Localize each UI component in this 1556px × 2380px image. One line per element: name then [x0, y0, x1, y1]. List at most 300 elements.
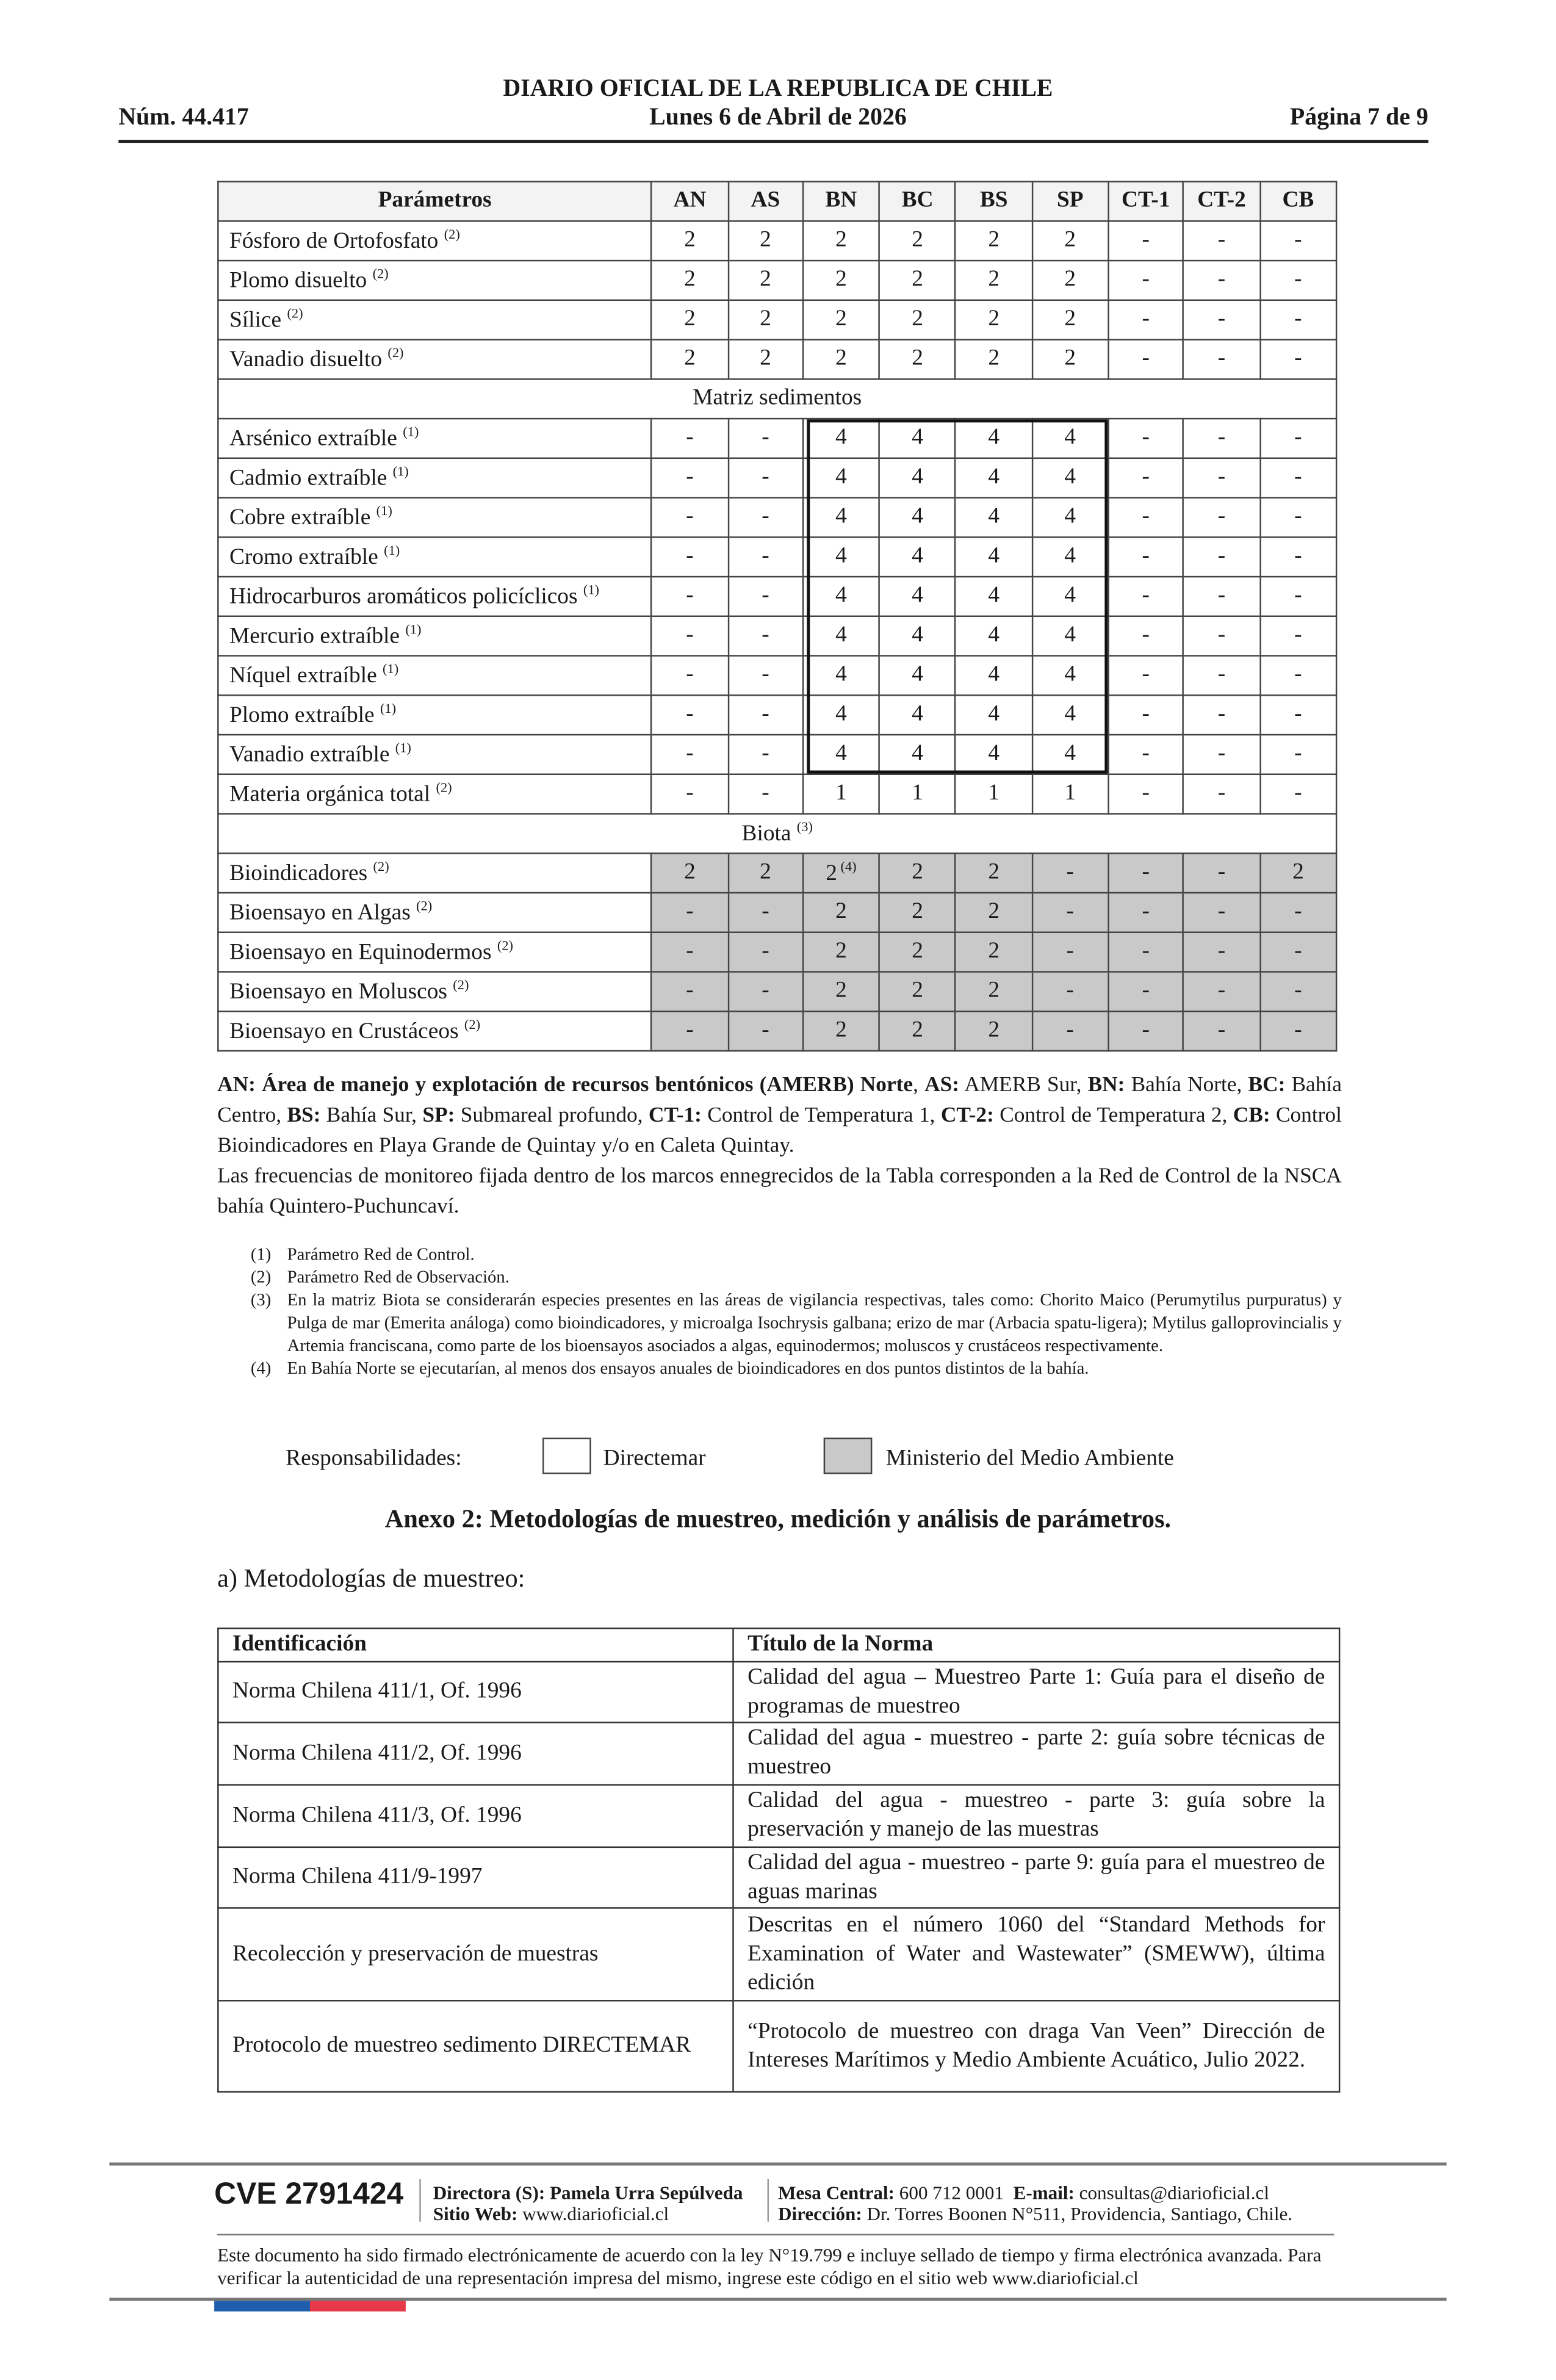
table-row: [218, 1011, 1336, 1051]
frequency-cell: -: [652, 972, 728, 1011]
web-link[interactable]: www.diarioficial.cl: [522, 2203, 669, 2225]
footnote-ref: (2): [436, 779, 452, 795]
frequency-cell: 2: [956, 853, 1032, 893]
responsibilities-label: Responsabilidades:: [286, 1446, 462, 1471]
frequency-cell: 2: [956, 221, 1032, 261]
parameter-name: Bioindicadores: [229, 861, 368, 886]
parameter-name: Bioensayo en Moluscos: [229, 980, 447, 1005]
frequency-cell: -: [652, 932, 728, 972]
legend-text: Bahía Centro,: [217, 1073, 1342, 1128]
frequency-cell: 2: [803, 893, 879, 932]
frequency-cell: 4: [879, 656, 956, 696]
norm-title-cell: Calidad del agua – Muestreo Parte 1: Guía para el diseño de programas de muestreo: [733, 1662, 1340, 1723]
frequency-cell: -: [1183, 735, 1259, 774]
footnote-text: Parámetro Red de Control.: [287, 1246, 475, 1264]
parameter-name: Níquel extraíble: [229, 664, 377, 689]
frequency-cell: 4: [956, 458, 1032, 498]
frequency-cell: -: [1108, 774, 1183, 814]
footnote-ref: (4): [837, 858, 857, 874]
frequency-cell: -: [1183, 221, 1259, 261]
frequency-cell: 2: [1032, 221, 1108, 261]
ministry-swatch: [824, 1438, 873, 1474]
legend-text: Bahía Norte,: [1125, 1073, 1248, 1097]
frequency-cell: -: [1183, 577, 1259, 616]
control-network-frame: [807, 419, 1108, 773]
frequency-cell: 2: [956, 932, 1032, 972]
frequency-cell: 2: [652, 300, 728, 340]
issue-number: Núm. 44.417: [118, 104, 249, 131]
frequency-cell: -: [1183, 695, 1259, 735]
phone: 600 712 0001: [899, 2182, 1004, 2204]
frequency-cell: -: [1260, 932, 1336, 972]
frequency-cell: 1: [879, 774, 956, 814]
frequency-cell: -: [728, 1011, 803, 1051]
frequency-cell: -: [652, 774, 728, 814]
frequency-cell: -: [728, 735, 803, 774]
frequency-cell: 2: [803, 972, 879, 1011]
table-row: [218, 221, 1336, 261]
parameter-cell: [218, 853, 652, 893]
frequency-cell: 2: [728, 340, 803, 380]
frequency-cell: 4: [956, 577, 1032, 616]
frequency-cell: -: [1108, 893, 1183, 932]
frequency-cell: 4: [1032, 577, 1108, 616]
frequency-cell: 2: [1032, 340, 1108, 380]
frequency-cell: -: [1108, 300, 1183, 340]
frequency-cell: -: [1183, 774, 1259, 814]
frequency-cell: -: [1108, 577, 1183, 616]
frequency-cell: -: [1260, 577, 1336, 616]
annex-title: Anexo 2: Metodologías de muestreo, medición y análisis de parámetros.: [384, 1504, 1172, 1534]
frequency-cell: 1: [956, 774, 1032, 814]
frequency-cell: -: [652, 419, 728, 458]
section-header: [218, 379, 1336, 419]
footnote-ref: (2): [287, 305, 303, 321]
frequency-cell: 2: [879, 340, 956, 380]
frequency-cell: -: [1108, 498, 1183, 538]
frequency-cell: -: [728, 893, 803, 932]
legend-key: CB:: [1233, 1103, 1270, 1128]
parameter-name: Bioensayo en Equinodermos: [229, 940, 492, 965]
column-header: BS: [956, 182, 1032, 222]
footnote-number: (3): [250, 1291, 272, 1310]
frequency-cell: 2: [956, 1011, 1032, 1051]
sampling-methods-table: [217, 1628, 1340, 2093]
frequency-cell: -: [1260, 695, 1336, 735]
frequency-cell: -: [1260, 774, 1336, 814]
column-header: BN: [803, 182, 879, 222]
column-header: CT-1: [1108, 182, 1183, 222]
frequency-cell: -: [1108, 616, 1183, 656]
table-row: [218, 1723, 1339, 1785]
frequency-cell: -: [1183, 261, 1259, 300]
footer-director-block: [433, 2182, 743, 2225]
frequency-cell: -: [1108, 340, 1183, 380]
frequency-cell: 4: [1032, 498, 1108, 538]
frequency-cell: -: [1183, 1011, 1259, 1051]
frequency-cell: -: [1260, 498, 1336, 538]
directemar-swatch: [542, 1438, 591, 1474]
norm-title-cell: Calidad del agua - muestreo - parte 3: guía sobre la preservación y manejo de las muestras: [733, 1785, 1340, 1847]
parameter-cell: [218, 221, 652, 261]
legend-key: CT-2:: [940, 1103, 994, 1128]
table-row: [218, 1662, 1339, 1723]
frequency-cell: -: [1260, 893, 1336, 932]
header-divider: [118, 140, 1428, 143]
frequency-cell: 4: [879, 537, 956, 577]
frequency-cell: -: [1108, 932, 1183, 972]
footnote-ref: (1): [583, 582, 600, 597]
parameter-name: Cobre extraíble: [229, 506, 371, 531]
frequency-cell: -: [728, 458, 803, 498]
footer-separator: [768, 2179, 769, 2222]
cve-code: CVE 2791424: [214, 2177, 404, 2212]
frequency-cell: -: [728, 419, 803, 458]
table-row: [218, 458, 1336, 498]
frequency-cell: -: [1183, 537, 1259, 577]
frequency-cell: 2: [1032, 261, 1108, 300]
parameter-cell: [218, 616, 652, 656]
frequency-cell: -: [728, 577, 803, 616]
parameter-name: Mercurio extraíble: [229, 624, 400, 649]
frequency-cell: -: [1183, 893, 1259, 932]
table-row: [218, 616, 1336, 656]
column-header: SP: [1032, 182, 1108, 222]
frequency-cell: 4: [803, 695, 879, 735]
frequency-cell: 1: [1032, 774, 1108, 814]
frequency-cell: 2: [956, 972, 1032, 1011]
parameter-name: Bioensayo en Algas: [229, 901, 411, 926]
frequency-cell: 4: [1032, 695, 1108, 735]
parameter-cell: [218, 458, 652, 498]
footnote-ref: (1): [376, 503, 392, 519]
table-header-row: [218, 1628, 1339, 1662]
footer-contact-block: [778, 2182, 1292, 2225]
frequency-cell: [803, 853, 879, 893]
legend-text: ,: [913, 1073, 925, 1097]
frequency-cell: -: [728, 774, 803, 814]
frequency-cell: 2: [803, 1011, 879, 1051]
footnote-ref: (2): [372, 265, 389, 281]
parameter-cell: [218, 537, 652, 577]
frequency-cell: 4: [956, 735, 1032, 774]
frequency-cell: -: [728, 537, 803, 577]
frequency-cell: -: [728, 498, 803, 538]
table-row: [218, 340, 1336, 380]
column-header: AN: [652, 182, 728, 222]
frequency-cell: 2: [803, 340, 879, 380]
parameter-name: Fósforo de Ortofosfato: [229, 229, 439, 254]
frequency-cell: 4: [803, 537, 879, 577]
column-header: CT-2: [1183, 182, 1259, 222]
legend-key: CT-1:: [648, 1103, 702, 1128]
footer-divider: [109, 2163, 1446, 2166]
norm-title-cell: “Protocolo de muestreo con draga Van Veen” Dirección de Intereses Marítimos y Medio Ambiente Acuático, Julio 2022.: [733, 2000, 1340, 2091]
parameter-name: Hidrocarburos aromáticos policíclicos: [229, 585, 578, 610]
norm-title-cell: Calidad del agua - muestreo - parte 9: guía para el muestreo de aguas marinas: [733, 1847, 1340, 1908]
frequency-cell: -: [1260, 537, 1336, 577]
address-label: Dirección:: [777, 2203, 862, 2225]
legend-text: Bahía Sur,: [320, 1103, 423, 1128]
frequency-cell: 4: [803, 616, 879, 656]
frequency-cell: -: [1183, 932, 1259, 972]
footnotes: [251, 1244, 1342, 1381]
frequency-cell: -: [652, 537, 728, 577]
frequency-cell: 4: [803, 498, 879, 538]
frequency-cell: 4: [956, 616, 1032, 656]
parameter-name: Plomo extraíble: [229, 703, 375, 728]
director-name: Pamela Urra Sepúlveda: [550, 2182, 743, 2204]
column-header: BC: [879, 182, 956, 222]
column-header: Título de la Norma: [733, 1628, 1340, 1662]
footnote: [251, 1290, 1342, 1358]
legend-key: BC:: [1248, 1073, 1286, 1097]
table-row: [218, 537, 1336, 577]
frequency-cell: -: [1183, 340, 1259, 380]
frequency-cell: 2: [652, 221, 728, 261]
frequency-cell: -: [652, 1011, 728, 1051]
frequency-cell: -: [652, 458, 728, 498]
parameter-cell: [218, 419, 652, 458]
legend-key: AN: Área de manejo y explotación de recursos bentónicos (AMERB) Norte: [217, 1073, 913, 1097]
frequency-cell: -: [1183, 972, 1259, 1011]
frequency-cell: -: [1032, 853, 1108, 893]
annex-subtitle: a) Metodologías de muestreo:: [217, 1563, 525, 1593]
frequency-cell: -: [1260, 300, 1336, 340]
frequency-cell: -: [1260, 419, 1336, 458]
frequency-cell: -: [652, 577, 728, 616]
frequency-cell: -: [652, 893, 728, 932]
table-row: [218, 2000, 1339, 2091]
parameter-name: Cadmio extraíble: [229, 466, 387, 491]
table-row: [218, 932, 1336, 972]
parameter-name: Materia orgánica total: [229, 782, 431, 807]
ministry-label: Ministerio del Medio Ambiente: [885, 1446, 1174, 1471]
newspaper-title: DIARIO OFICIAL DE LA REPUBLICA DE CHILE: [503, 76, 1053, 102]
footnote-ref: (1): [392, 463, 409, 479]
table-row: [218, 498, 1336, 538]
parameter-cell: [218, 695, 652, 735]
parameter-cell: [218, 1011, 652, 1051]
legend-key: BS:: [287, 1103, 321, 1128]
frequency-cell: 2: [652, 340, 728, 380]
legend-text: Control Bioindicadores en Playa Grande de Quintay y/o en Caleta Quintay.: [217, 1103, 1342, 1158]
frequency-cell: 2: [879, 261, 956, 300]
frequency-cell: 4: [879, 577, 956, 616]
frequency-cell: -: [1183, 616, 1259, 656]
parameter-cell: [218, 577, 652, 616]
frequency-cell: 4: [879, 735, 956, 774]
parameter-cell: [218, 340, 652, 380]
legend-text: Control de Temperatura 2,: [993, 1103, 1233, 1128]
column-header: Identificación: [218, 1628, 733, 1662]
frequency-cell: 2: [728, 853, 803, 893]
frequency-cell: 4: [956, 419, 1032, 458]
norm-title-cell: Descritas en el número 1060 del “Standard Methods for Examination of Water and Wastewater” (SMEWW), última edición: [733, 1908, 1340, 2000]
parameter-name: Vanadio extraíble: [229, 743, 390, 768]
parameter-cell: [218, 774, 652, 814]
frequency-cell: -: [1260, 616, 1336, 656]
legend-note: Las frecuencias de monitoreo fijada dentro de los marcos ennegrecidos de la Tabla corresponden a la Red de Control de la NSCA bahía Quintero-Puchuncaví.: [217, 1164, 1342, 1219]
frequency-cell: -: [728, 656, 803, 696]
parameter-cell: [218, 656, 652, 696]
footnote-ref: (1): [384, 543, 400, 558]
table-row: [218, 893, 1336, 932]
identification-cell: Norma Chilena 411/9-1997: [218, 1847, 733, 1908]
footnote-text: Parámetro Red de Observación.: [287, 1269, 510, 1288]
footnote-ref: (1): [405, 621, 422, 637]
footnote-text: En Bahía Norte se ejecutarían, al menos dos ensayos anuales de bioindicadores en dos puntos distintos de la bahía.: [287, 1360, 1089, 1379]
frequency-cell: -: [1108, 458, 1183, 498]
frequency-cell: 4: [1032, 656, 1108, 696]
norm-title-cell: Calidad del agua - muestreo - parte 2: guía sobre técnicas de muestreo: [733, 1723, 1340, 1785]
frequency-cell: 4: [879, 498, 956, 538]
frequency-cell: -: [1260, 221, 1336, 261]
footnote-ref: (3): [796, 819, 813, 835]
frequency-cell: 4: [879, 458, 956, 498]
issue-date: Lunes 6 de Abril de 2026: [649, 104, 907, 131]
frequency-cell: 2: [1032, 300, 1108, 340]
frequency-cell: 4: [1032, 419, 1108, 458]
parameter-name: Plomo disuelto: [229, 269, 367, 294]
frequency-cell: -: [1108, 221, 1183, 261]
frequency-value: 2: [826, 861, 837, 886]
frequency-cell: -: [1032, 1011, 1108, 1051]
frequency-cell: 4: [956, 537, 1032, 577]
footnote-number: (1): [250, 1246, 272, 1264]
frequency-cell: -: [1032, 972, 1108, 1011]
frequency-cell: -: [1108, 695, 1183, 735]
frequency-cell: 2: [879, 1011, 956, 1051]
monitoring-frequency-table: [217, 181, 1337, 1051]
table-row: [218, 261, 1336, 300]
footnote-ref: (1): [383, 661, 399, 677]
parameter-name: Vanadio disuelto: [229, 348, 383, 373]
footnote: [251, 1358, 1342, 1381]
identification-cell: Norma Chilena 411/3, Of. 1996: [218, 1785, 733, 1847]
frequency-cell: 4: [1032, 458, 1108, 498]
frequency-cell: -: [1260, 735, 1336, 774]
director-label: Directora (S):: [433, 2182, 546, 2204]
footnote-number: (2): [250, 1269, 272, 1288]
frequency-cell: 2: [728, 221, 803, 261]
frequency-cell: -: [1032, 932, 1108, 972]
frequency-cell: -: [1183, 300, 1259, 340]
frequency-cell: 4: [956, 498, 1032, 538]
footnote-ref: (2): [497, 937, 514, 953]
frequency-cell: -: [1108, 735, 1183, 774]
footnote: [251, 1268, 1342, 1290]
frequency-cell: 4: [803, 735, 879, 774]
frequency-cell: -: [1183, 458, 1259, 498]
frequency-cell: 2: [879, 893, 956, 932]
frequency-cell: 2: [1260, 853, 1336, 893]
frequency-cell: -: [652, 616, 728, 656]
address: Dr. Torres Boonen N°511, Providencia, Santiago, Chile.: [866, 2203, 1293, 2225]
frequency-cell: 4: [1032, 537, 1108, 577]
section-row: [218, 814, 1336, 854]
parameter-name: Arsénico extraíble: [229, 427, 397, 452]
identification-cell: Protocolo de muestreo sedimento DIRECTEMAR: [218, 2000, 733, 2091]
frequency-cell: -: [1108, 1011, 1183, 1051]
frequency-cell: -: [1260, 972, 1336, 1011]
frequency-cell: -: [1260, 458, 1336, 498]
parameter-cell: [218, 932, 652, 972]
frequency-cell: -: [1108, 972, 1183, 1011]
section-row: [218, 379, 1336, 419]
frequency-cell: -: [652, 498, 728, 538]
frequency-cell: -: [1183, 853, 1259, 893]
page-number: Página 7 de 9: [1289, 104, 1428, 131]
parameter-cell: [218, 972, 652, 1011]
footnote-ref: (2): [464, 1016, 481, 1032]
identification-cell: Norma Chilena 411/2, Of. 1996: [218, 1723, 733, 1785]
frequency-cell: 4: [803, 656, 879, 696]
identification-cell: Norma Chilena 411/1, Of. 1996: [218, 1662, 733, 1723]
legend-key: SP:: [422, 1103, 455, 1128]
table-row: [218, 1785, 1339, 1847]
frequency-cell: -: [1183, 419, 1259, 458]
parameter-cell: [218, 735, 652, 774]
parameter-cell: [218, 300, 652, 340]
frequency-cell: 2: [803, 261, 879, 300]
footnote-ref: (1): [380, 700, 397, 716]
frequency-cell: -: [1183, 498, 1259, 538]
frequency-cell: 2: [879, 972, 956, 1011]
table-row: [218, 300, 1336, 340]
directemar-label: Directemar: [603, 1446, 706, 1471]
legend-text: Submareal profundo,: [455, 1103, 649, 1128]
frequency-cell: 4: [879, 616, 956, 656]
column-header: Parámetros: [218, 182, 652, 222]
legend-text: AMERB Sur,: [959, 1073, 1088, 1097]
frequency-cell: -: [728, 932, 803, 972]
frequency-cell: 4: [1032, 735, 1108, 774]
frequency-cell: -: [1108, 853, 1183, 893]
frequency-cell: -: [1032, 893, 1108, 932]
flag-stripe-red: [310, 2301, 406, 2311]
phone-label: Mesa Central:: [777, 2182, 895, 2204]
frequency-cell: 4: [803, 419, 879, 458]
frequency-cell: 4: [879, 695, 956, 735]
frequency-cell: 2: [803, 932, 879, 972]
table-row: [218, 735, 1336, 774]
footnote-ref: (2): [453, 977, 469, 993]
frequency-cell: -: [728, 972, 803, 1011]
frequency-cell: 2: [652, 853, 728, 893]
flag-stripe-blue: [214, 2301, 310, 2311]
table-header-row: [218, 182, 1336, 222]
frequency-cell: 4: [879, 419, 956, 458]
footer-separator: [419, 2179, 420, 2222]
parameter-name: Bioensayo en Crustáceos: [229, 1019, 459, 1044]
legend-key: AS:: [924, 1073, 960, 1097]
table-row: [218, 695, 1336, 735]
email-label: E-mail:: [1013, 2182, 1075, 2204]
frequency-cell: 2: [956, 340, 1032, 380]
section-header: [218, 814, 1336, 854]
frequency-cell: -: [1108, 656, 1183, 696]
frequency-cell: 4: [956, 656, 1032, 696]
table-row: [218, 972, 1336, 1011]
footnote-ref: (2): [416, 898, 433, 914]
web-label: Sitio Web:: [433, 2203, 518, 2225]
frequency-cell: 1: [803, 774, 879, 814]
frequency-cell: 2: [879, 932, 956, 972]
email-link[interactable]: consultas@diarioficial.cl: [1079, 2182, 1269, 2204]
footer-divider: [217, 2234, 1334, 2235]
frequency-cell: -: [652, 656, 728, 696]
